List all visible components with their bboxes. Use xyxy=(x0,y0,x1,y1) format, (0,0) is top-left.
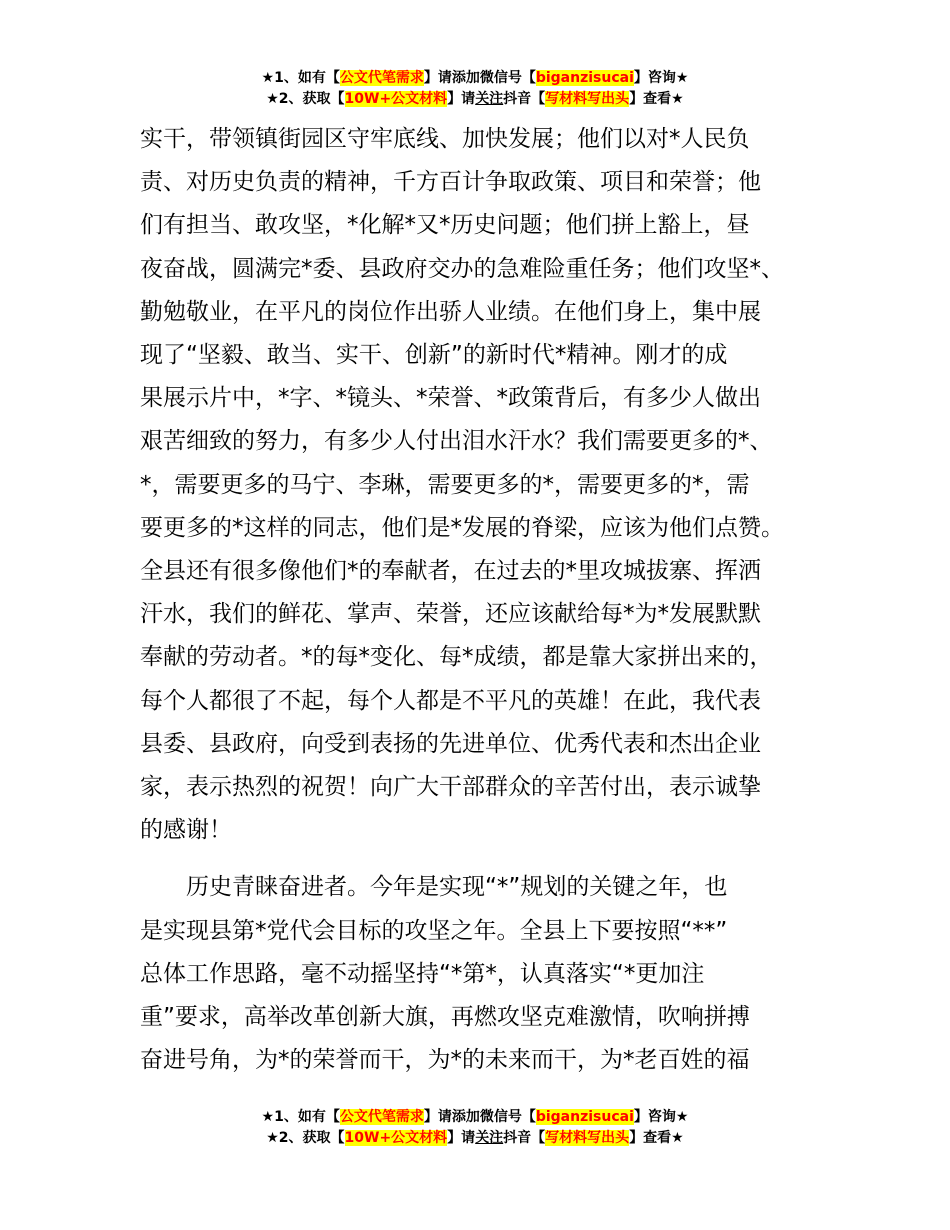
banner-line-1 xyxy=(0,68,950,89)
text-line: 总体工作思路，毫不动摇坚持“*第*，认真落实“*更加注 xyxy=(140,960,705,987)
text-line: 重”要求，高举改革创新大旗，再燃攻坚克难激情，吹响拼搏 xyxy=(140,1004,750,1031)
banner-text: 】请添加微信号【 xyxy=(423,1109,536,1125)
text-line: 实干，带领镇街园区守牢底线、加快发展；他们以对*人民负 xyxy=(140,126,750,152)
text-line: 奉献的劳动者。*的每*变化、每*成绩，都是靠大家拼出来的， xyxy=(140,644,773,671)
text-line: 们有担当、敢攻坚，*化解*又*历史问题；他们拼上豁上，昼 xyxy=(140,212,750,239)
banner-highlight: 公文代笔需求 xyxy=(339,1109,424,1125)
banner-highlight: biganzisucai xyxy=(535,1109,634,1125)
banner-text: 】查看★ xyxy=(629,1130,684,1146)
banner-highlight: 公文代笔需求 xyxy=(339,70,424,86)
banner-line-1 xyxy=(0,1107,950,1128)
banner-text: 抖音【 xyxy=(503,91,546,107)
text-line: 历史青睐奋进者。今年是实现“*”规划的关键之年，也 xyxy=(186,874,728,901)
banner-highlight: 写材料写出头 xyxy=(545,91,630,107)
text-line: *，需要更多的马宁、李琳，需要更多的*，需要更多的*，需 xyxy=(140,471,750,498)
text-line: 汗水，我们的鲜花、掌声、荣誉，还应该献给每*为*发展默默 xyxy=(140,601,761,628)
text-line: 县委、县政府，向受到表扬的先进单位、优秀代表和杰出企业 xyxy=(140,730,761,757)
banner-text: 】请 xyxy=(447,91,476,107)
paragraph-1 xyxy=(140,118,840,852)
text-line: 每个人都很了不起，每个人都是不平凡的英雄！在此，我代表 xyxy=(140,687,761,714)
banner-text: ★1、如有【 xyxy=(261,1109,340,1125)
banner-line-2 xyxy=(0,89,950,110)
text-line: 是实现县第*党代会目标的攻坚之年。全县上下要按照“**” xyxy=(140,917,728,944)
banner-text: 】请 xyxy=(447,1130,476,1146)
banner-highlight: 10W+公文材料 xyxy=(344,1130,448,1146)
text-line: 奋进号角，为*的荣誉而干，为*的未来而干，为*老百姓的福 xyxy=(140,1047,750,1074)
text-line: 现了“坚毅、敢当、实干、创新”的新时代*精神。刚才的成 xyxy=(140,342,728,369)
text-line: 夜奋战，圆满完*委、县政府交办的急难险重任务；他们攻坚*、 xyxy=(140,255,784,282)
banner-highlight: 10W+公文材料 xyxy=(344,91,448,107)
banner-highlight: 写材料写出头 xyxy=(545,1130,630,1146)
banner-highlight: biganzisucai xyxy=(535,70,634,86)
text-line: 要更多的*这样的同志，他们是*发展的脊梁，应该为他们点赞。 xyxy=(140,514,784,541)
banner-text: 】咨询★ xyxy=(633,70,689,86)
header-banner xyxy=(0,68,950,110)
banner-underlined-text: 关注 xyxy=(475,91,504,107)
footer-banner xyxy=(0,1107,950,1149)
banner-text: ★2、获取【 xyxy=(266,91,345,107)
banner-text: 】查看★ xyxy=(629,91,684,107)
document-body xyxy=(140,118,840,1082)
text-line: 家，表示热烈的祝贺！向广大干部群众的辛苦付出，表示诚挚 xyxy=(140,774,761,801)
banner-text: ★1、如有【 xyxy=(261,70,340,86)
text-line: 的感谢！ xyxy=(140,817,232,844)
banner-line-2 xyxy=(0,1128,950,1149)
text-line: 果展示片中，*字、*镜头、*荣誉、*政策背后，有多少人做出 xyxy=(140,385,761,412)
banner-text: 抖音【 xyxy=(503,1130,546,1146)
banner-text: 】咨询★ xyxy=(633,1109,689,1125)
banner-text: 】请添加微信号【 xyxy=(423,70,536,86)
text-line: 艰苦细致的努力，有多少人付出泪水汗水？我们需要更多的*、 xyxy=(140,428,773,455)
text-line: 勤勉敬业，在平凡的岗位作出骄人业绩。在他们身上，集中展 xyxy=(140,298,761,325)
text-line: 责、对历史负责的精神，千方百计争取政策、项目和荣誉；他 xyxy=(140,169,761,196)
banner-text: ★2、获取【 xyxy=(266,1130,345,1146)
paragraph-2 xyxy=(140,866,840,1082)
banner-underlined-text: 关注 xyxy=(475,1130,504,1146)
text-line: 全县还有很多像他们*的奉献者，在过去的*里攻城拔寨、挥洒 xyxy=(140,558,761,585)
